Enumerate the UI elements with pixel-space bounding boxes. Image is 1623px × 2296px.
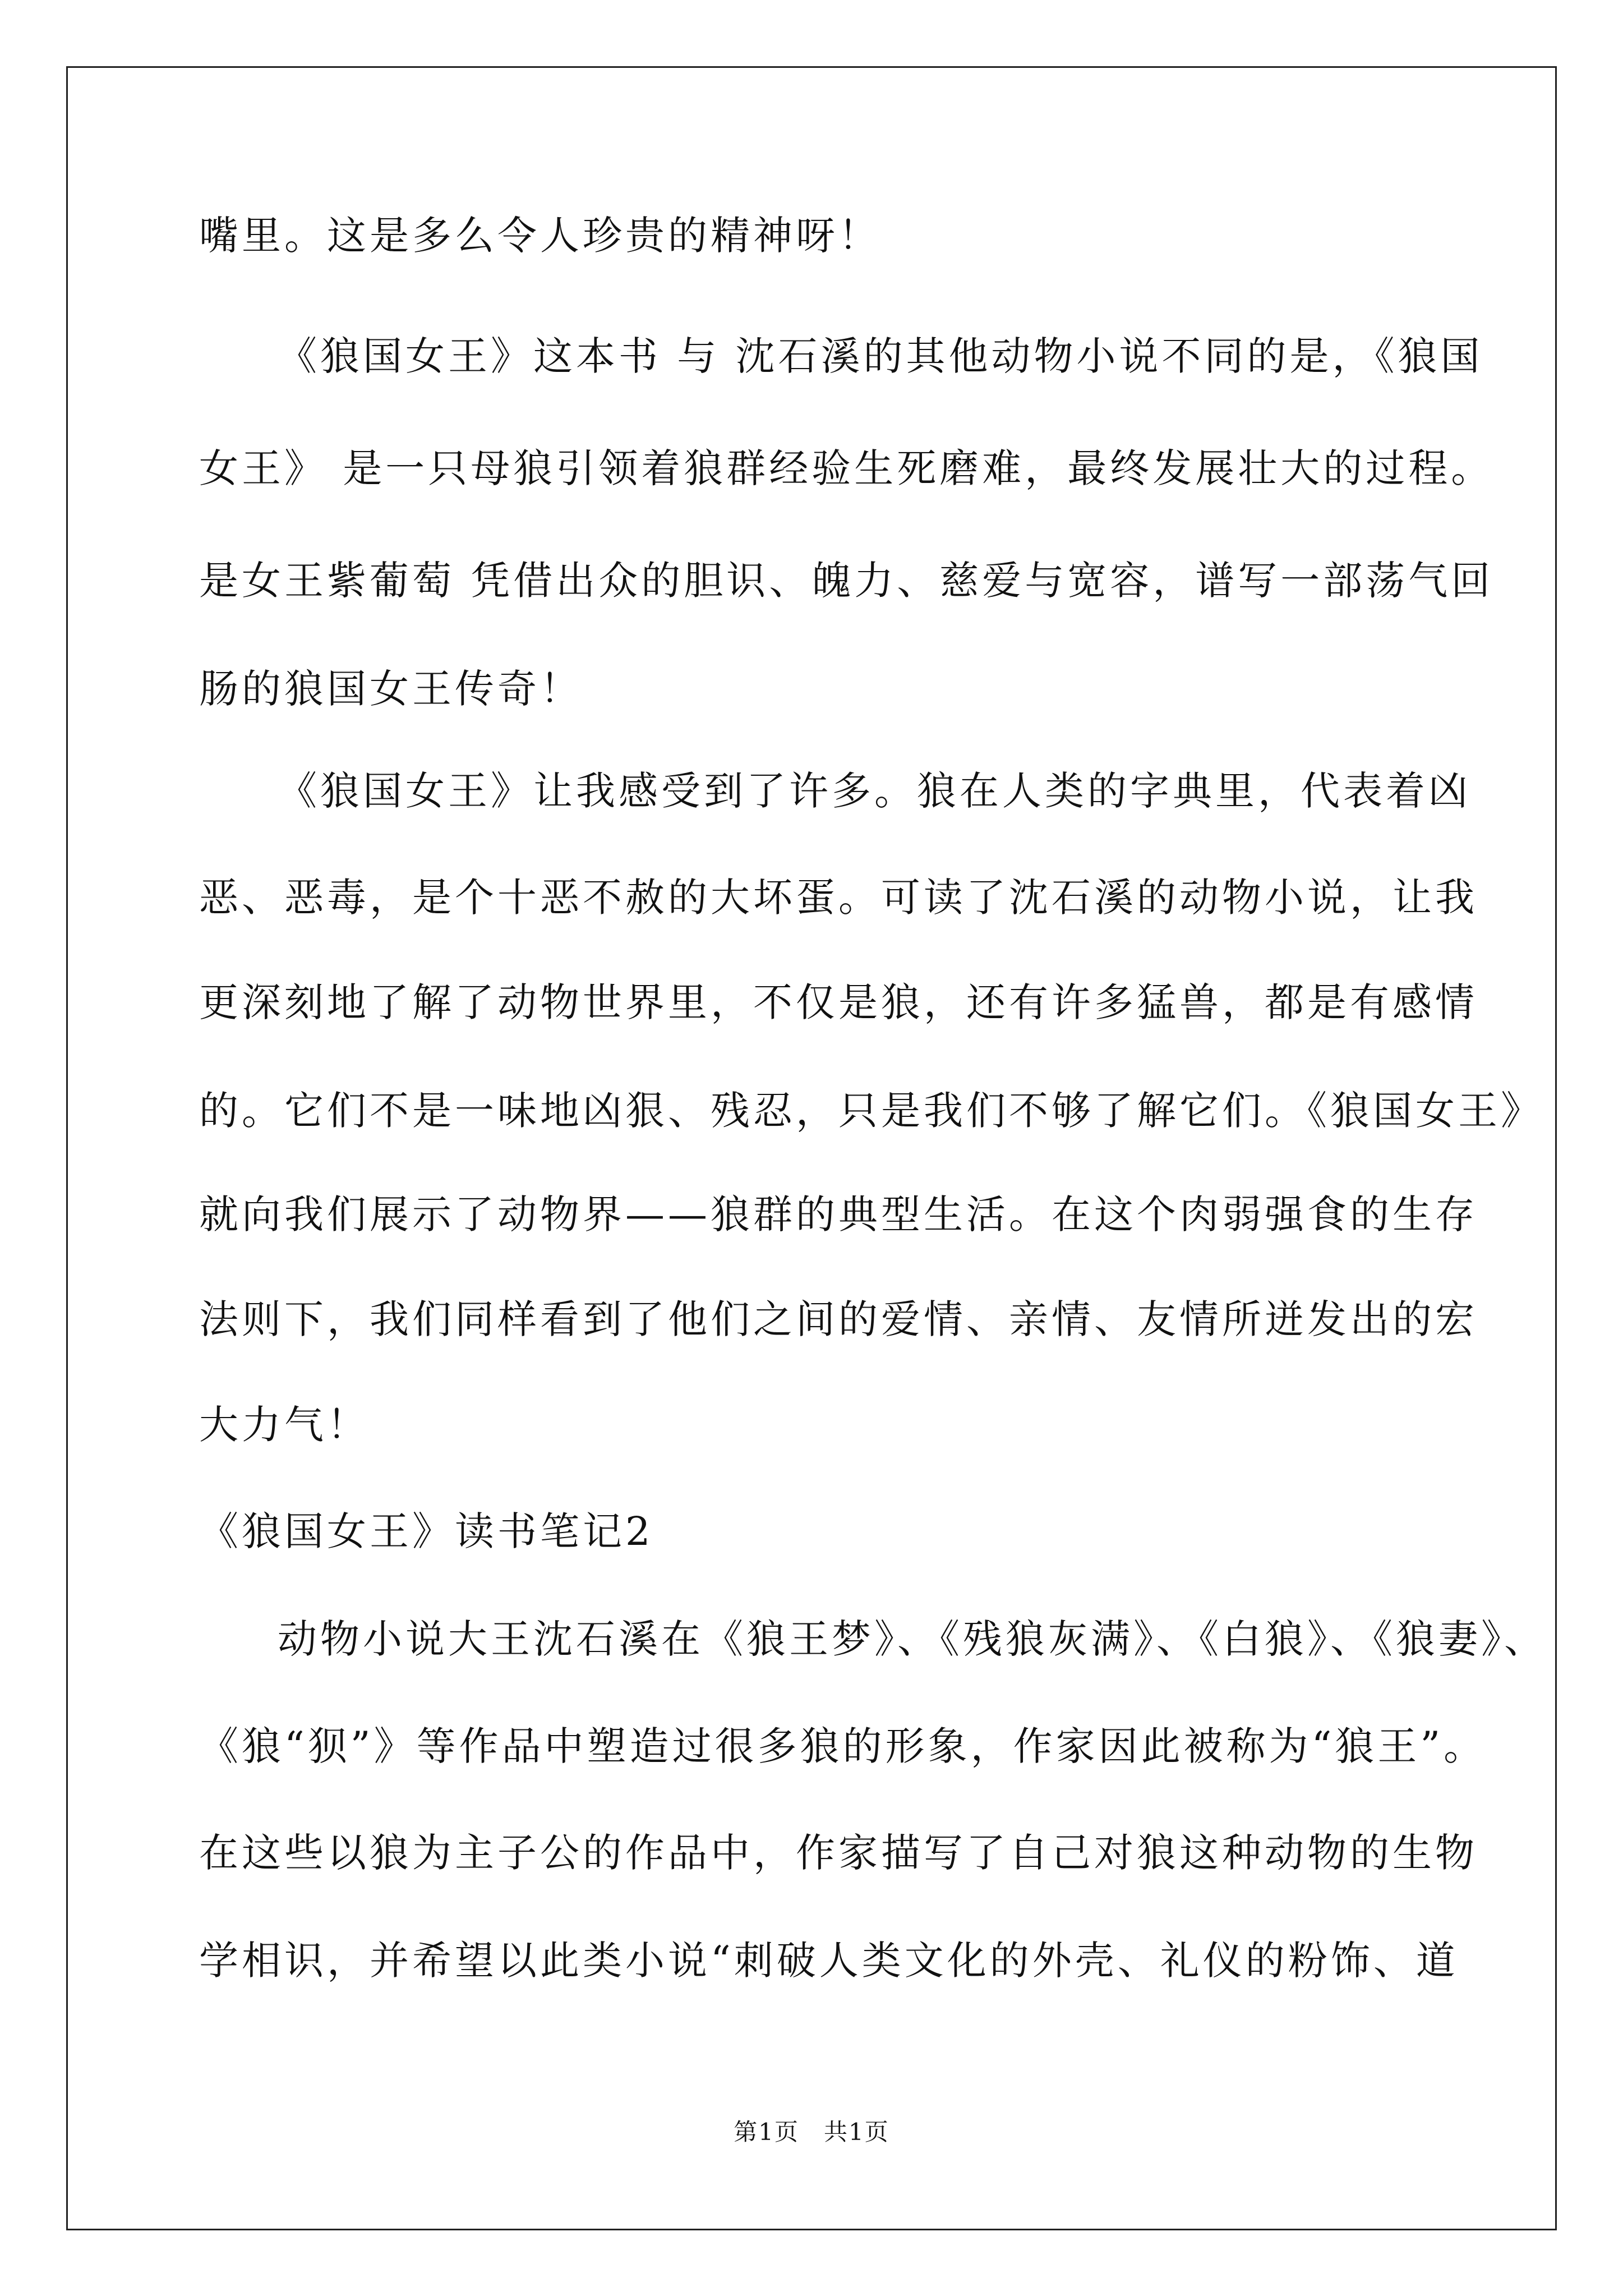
page-footer: 第1页 共1页 [734,2118,889,2146]
paragraph-line: 是女王紫葡萄 凭借出众的胆识、魄力、慈爱与宽容，谱写一部荡气回 [199,558,1494,604]
paragraph-line: 《狼国女王》让我感受到了许多。狼在人类的字典里，代表着凶 [278,768,1471,814]
section-heading: 《狼国女王》读书笔记2 [199,1508,654,1554]
paragraph-line: 女王》 是一只母狼引领着狼群经验生死磨难，最终发展壮大的过程。 [199,445,1494,491]
paragraph-line: 在这些以狼为主子公的作品中，作家描写了自己对狼这种动物的生物 [199,1830,1478,1876]
paragraph-line: 学相识，并希望以此类小说“刺破人类文化的外壳、礼仪的粉饰、道 [199,1938,1459,1984]
paragraph-line: 肠的狼国女王传奇！ [199,666,583,712]
paragraph-line: 《狼国女王》这本书 与 沈石溪的其他动物小说不同的是，《狼国 [278,333,1483,379]
paragraph-line: 嘴里。这是多么令人珍贵的精神呀！ [199,213,881,259]
paragraph-line: 动物小说大王沈石溪在《狼王梦》、《残狼灰满》、《白狼》、《狼妻》、 [278,1616,1547,1662]
paragraph-line: 大力气！ [199,1402,370,1448]
paragraph-line: 的。它们不是一味地凶狠、残忍，只是我们不够了解它们。《狼国女王》 [199,1088,1543,1134]
paragraph-line: 更深刻地了解了动物世界里，不仅是狼，还有许多猛兽，都是有感情 [199,979,1478,1025]
paragraph-line: 《狼“狈”》等作品中塑造过很多狼的形象，作家因此被称为“狼王”。 [199,1723,1487,1769]
page-border [66,66,1557,2230]
paragraph-line: 法则下，我们同样看到了他们之间的爱情、亲情、友情所迸发出的宏 [199,1296,1478,1342]
paragraph-line: 就向我们展示了动物界——狼群的典型生活。在这个肉弱强食的生存 [199,1191,1478,1237]
paragraph-line: 恶、恶毒，是个十恶不赦的大坏蛋。可读了沈石溪的动物小说，让我 [199,875,1478,921]
